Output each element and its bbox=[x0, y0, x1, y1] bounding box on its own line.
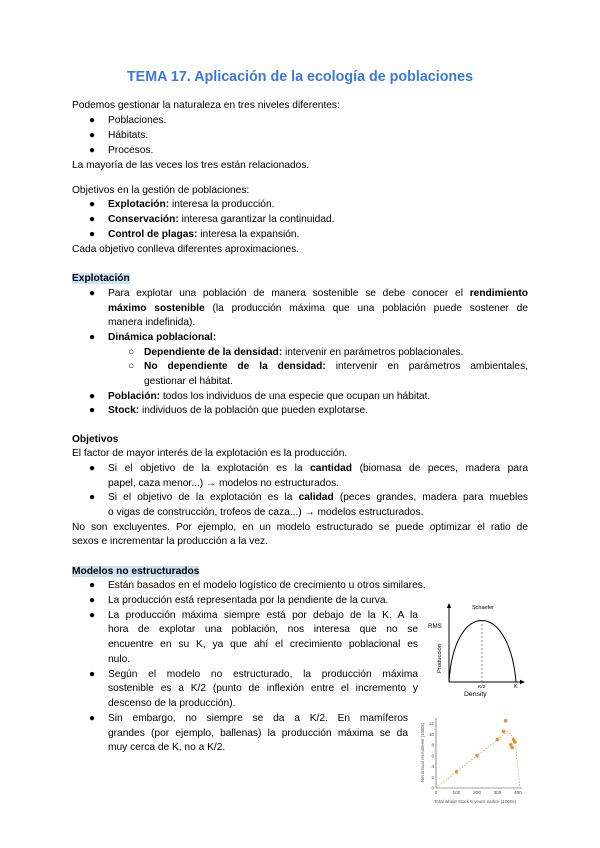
bullet-icon: ● bbox=[89, 214, 96, 225]
y-axis-label: Producción bbox=[437, 643, 443, 673]
section-heading-modelos: Modelos no estructurados bbox=[72, 566, 200, 577]
list-item: Control de plagas: interesa la expansión. bbox=[108, 229, 300, 240]
data-point bbox=[504, 719, 508, 723]
list-item: La producción máxima siempre está por debajo de la K. A la bbox=[108, 610, 418, 621]
y-tick-label: 12 bbox=[428, 720, 434, 726]
bullet-icon: ● bbox=[89, 405, 96, 416]
x-tick-label: 0 bbox=[434, 790, 438, 795]
x-tick-k2: K/2 bbox=[478, 685, 486, 690]
list-item: Si el objetivo de la explotación es la cantidad (biomasa de peces, madera para bbox=[108, 463, 528, 474]
list-item-cont: grandes (por ejemplo, ballenas) la producción máxima se da bbox=[108, 728, 408, 739]
bullet-icon: ● bbox=[89, 130, 96, 141]
objectives-intro: Objetivos en la gestión de poblaciones: bbox=[72, 185, 250, 196]
objetivos-closing-1: No son excluyentes. Por ejemplo, en un modelo estructurado se puede optimizar el ratio de bbox=[72, 522, 528, 533]
data-point bbox=[513, 740, 517, 744]
intro-closing: La mayoría de las veces los tres están relacionados. bbox=[72, 160, 310, 171]
objectives-closing: Cada objetivo conlleva diferentes aproximaciones. bbox=[72, 244, 300, 255]
y-tick-label: 4 bbox=[431, 764, 434, 770]
list-item: Sin embargo, no siempre se da a K/2. En mamíferos bbox=[108, 713, 408, 724]
y-tick-label: 10 bbox=[428, 731, 434, 737]
arrow-icon bbox=[520, 680, 525, 684]
list-item-cont: máximo sostenible (la producción máxima que una población puede sostener de bbox=[108, 303, 529, 314]
production-curve bbox=[449, 621, 516, 683]
bullet-icon: ● bbox=[89, 492, 96, 503]
list-item-cont: encuentre en su K, ya que ahí el crecimiento poblacional es bbox=[108, 639, 418, 650]
page-title: TEMA 17. Aplicación de la ecología de poblaciones bbox=[126, 69, 474, 85]
bullet-icon: ● bbox=[89, 669, 96, 680]
y-tick-label: 6 bbox=[431, 753, 434, 759]
list-item: Poblaciones. bbox=[108, 115, 167, 126]
bullet-icon: ● bbox=[89, 595, 96, 606]
bullet-icon: ● bbox=[89, 580, 96, 591]
bullet-icon: ● bbox=[89, 199, 96, 210]
x-tick-label: 400 bbox=[514, 790, 522, 795]
bullet-icon: ● bbox=[89, 463, 96, 474]
bullet-icon: ● bbox=[89, 115, 96, 126]
list-item-cont: muy cerca de K, no a K/2. bbox=[108, 742, 226, 753]
x-axis-label: Density bbox=[464, 691, 487, 698]
list-item: Están basados en el modelo logístico de crecimiento u otros similares. bbox=[108, 580, 426, 591]
list-item: Si el objetivo de la explotación es la calidad (peces grandes, madera para muebles bbox=[108, 492, 528, 503]
objetivos-closing-2: sexos e incrementar la producción a la vez. bbox=[72, 536, 268, 547]
data-point bbox=[496, 738, 500, 742]
rms-label: RMS bbox=[428, 623, 442, 630]
bullet-icon: ● bbox=[89, 332, 96, 343]
y-axis-label: Net annual recruitment (1000s) bbox=[420, 722, 425, 782]
list-item-cont: hora de explotar una población, nos interesa que no se bbox=[108, 624, 418, 635]
whale-figure bbox=[414, 712, 530, 808]
list-item: Stock: individuos de la población que pueden explotarse. bbox=[108, 405, 368, 416]
list-item: Población: todos los individuos de una especie que ocupan un hábitat. bbox=[108, 391, 431, 402]
sub-bullet-icon: ○ bbox=[128, 347, 135, 358]
x-tick-label: 100 bbox=[452, 790, 461, 795]
bullet-icon: ● bbox=[89, 391, 96, 402]
x-tick-label: 200 bbox=[473, 790, 481, 795]
list-item: La producción está representada por la pendiente de la curva. bbox=[108, 595, 389, 606]
section-heading-objetivos: Objetivos bbox=[72, 434, 119, 445]
sub-bullet-icon: ○ bbox=[128, 361, 135, 372]
schaefer-figure bbox=[424, 598, 530, 698]
data-point bbox=[455, 770, 459, 774]
list-item: Explotación: interesa la producción. bbox=[108, 199, 275, 210]
list-item: Procesos. bbox=[108, 145, 154, 156]
trend-line bbox=[436, 732, 520, 789]
data-point bbox=[510, 746, 514, 750]
sub-list-item-cont: gestionar el hábitat. bbox=[144, 376, 233, 387]
y-tick-label: 8 bbox=[431, 742, 434, 748]
section-heading-explotacion: Explotación bbox=[72, 273, 130, 284]
sub-list-item: No dependiente de la densidad: intervenir en parámetros ambientales, bbox=[144, 361, 528, 372]
figure-label-schaefer: Schaefer bbox=[472, 605, 495, 611]
data-point bbox=[475, 754, 479, 758]
list-item-cont: sostenible es a K/2 (punto de inflexión entre el incremento y bbox=[108, 683, 418, 694]
list-item: Conservación: interesa garantizar la continuidad. bbox=[108, 214, 335, 225]
list-item: Dinámica poblacional: bbox=[108, 332, 217, 343]
y-tick-label: 2 bbox=[431, 774, 434, 780]
bullet-icon: ● bbox=[89, 610, 96, 621]
objetivos-line: El factor de mayor interés de la explotación es la producción. bbox=[72, 448, 348, 459]
list-item: Hábitats. bbox=[108, 130, 149, 141]
bullet-icon: ● bbox=[89, 145, 96, 156]
bullet-icon: ● bbox=[89, 713, 96, 724]
bullet-icon: ● bbox=[89, 288, 96, 299]
list-item-cont: nulo. bbox=[108, 654, 131, 665]
list-item-cont: papel, caza menor...) → modelos no estructurados. bbox=[108, 478, 340, 489]
list-item-cont: o vigas de construcción, trofeos de caza...) → modelos estructurados. bbox=[108, 507, 424, 518]
bullet-icon: ● bbox=[89, 229, 96, 240]
arrow-icon bbox=[447, 603, 451, 608]
sub-list-item: Dependiente de la densidad: intervenir en parámetros poblacionales. bbox=[144, 347, 464, 358]
x-tick-label: 300 bbox=[493, 790, 502, 795]
y-tick-label: 0 bbox=[431, 785, 434, 791]
list-item: Según el modelo no estructurado, la producción máxima bbox=[108, 669, 418, 680]
list-item-cont: descenso de la producción). bbox=[108, 698, 236, 709]
list-item: Para explotar una población de manera sostenible se debe conocer el rendimiento bbox=[108, 288, 528, 299]
data-point bbox=[502, 730, 506, 734]
intro-line: Podemos gestionar la naturaleza en tres niveles diferentes: bbox=[72, 100, 340, 111]
x-tick-k: K bbox=[514, 684, 518, 690]
list-item-cont: manera indefinida). bbox=[108, 317, 196, 328]
x-axis-label: Total whale stock 5 years earlier (1000s) bbox=[434, 799, 517, 804]
